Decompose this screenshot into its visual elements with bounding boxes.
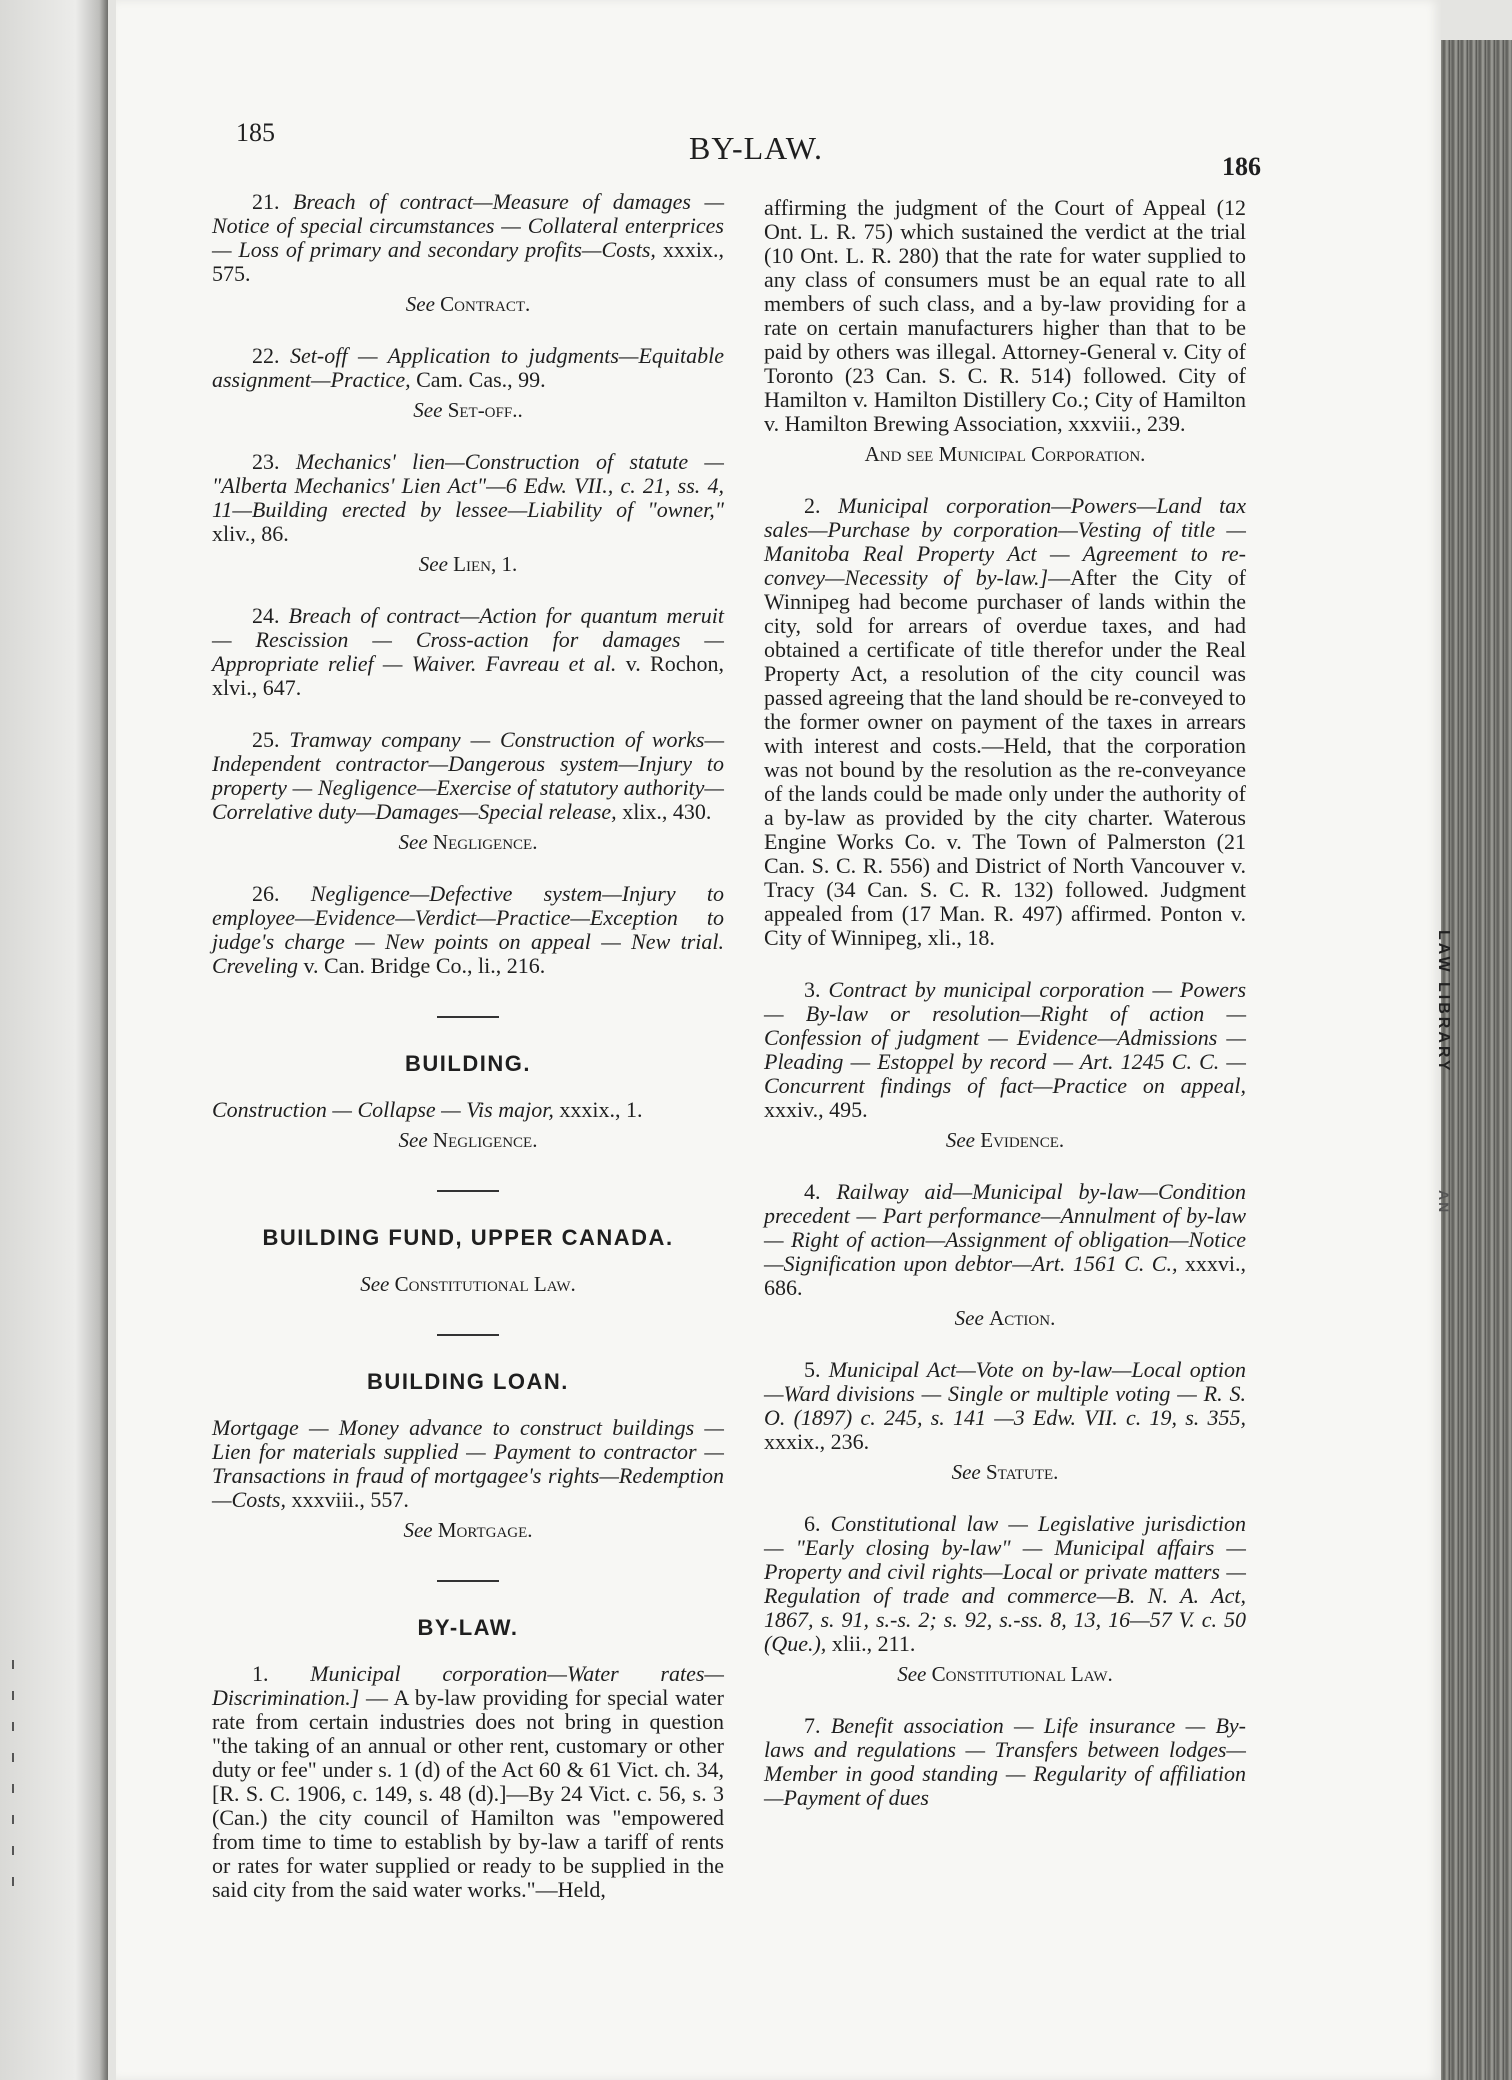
section-title-building: BUILDING. [405,1051,531,1076]
see-reference: See Lien, 1. [418,552,518,576]
margin-marks [10,1660,22,1960]
section-title-building-loan: BUILDING LOAN. [367,1369,569,1394]
see-reference: See Set-off.. [413,398,523,422]
digest-entry-25: 25. Tramway company — Construction of works—Independent contractor—Dangerous system—Injury to property — Negligence—Exercise of statutory authority—Correlative duty—Damages—Special release, xlix., 430. [212,727,725,824]
digest-entry-22: 22. Set-off — Application to judgments—Equitable assignment—Practice, Cam. Cas., 99. [212,343,725,392]
building-loan-entry: Mortgage — Money advance to construct buildings — Lien for materials supplied — Payment to contractor — Transactions in fraud of mortgagee's rights—Redemption—Costs, xxxviii., 557. [212,1415,724,1512]
section-title-bylaw: BY-LAW. [417,1615,519,1640]
digest-entry-bylaw-1: 1. Municipal corporation—Water rates—Discrimination.] — A by-law providing for special water rate from certain industries does not bring in question "the taking of an annual or other rent, customary or other duty or fee" under s. 1 (d) of the Act 60 & 61 Vict. ch. 34, [R. S. C. 1906, c. 149, s. 48 (d).]—By 24 Vict. c. 56, s. 3 (Can.) the city council of Hamilton was "empowered from time to time to establish by by-law a tariff of rents or rates for water supplied or ready to be supplied in the said city from the said water works."—Held, [212,1661,724,1902]
digest-entry-21: 21. Breach of contract—Measure of damages — Notice of special circumstances — Collateral enterprices — Loss of primary and secondary profits—Costs, xxxix., 575. [212,189,724,286]
digest-entry-23: 23. Mechanics' lien—Construction of statute — "Alberta Mechanics' Lien Act"—6 Edw. VII., c. 21, ss. 4, 11—Building erected by lessee—Liability of "owner," xliv., 86. [212,449,724,546]
see-reference: See Constitutional Law. [897,1662,1113,1686]
see-reference: See Statute. [951,1460,1059,1484]
facing-page-edge [0,0,108,2080]
spine-faint-text: AN [1436,1190,1452,1215]
right-column [764,196,1246,1810]
see-reference: See Mortgage. [403,1518,533,1542]
digest-entry-5: 5. Municipal Act—Vote on by-law—Local option—Ward divisions — Single or multiple voting — R. S. O. (1897) c. 245, s. 141 —3 Edw. VII. c. 19, s. 355, xxxix., 236. [764,1357,1246,1454]
see-reference: See Negligence. [398,830,538,854]
digest-entry-6: 6. Constitutional law — Legislative jurisdiction — "Early closing by-law" — Municipal affairs — Property and civil rights—Local or private matters — Regulation of trade and commerce—B. N. A. Act, 1867, s. 91, s.-s. 2; s. 92, s.-ss. 8, 13, 16—57 V. c. 50 (Que.), xlii., 211. [764,1511,1247,1656]
digest-entry-2: 2. Municipal corporation—Powers—Land tax sales—Purchase by corporation—Vesting of title — Manitoba Real Property Act — Agreement to re-convey—Necessity of by-law.]—After the City of Winnipeg had become purchaser of lands within the city, sold for arrears of overdue taxes, and had obtained a certificate of title therefor under the Real Property Act, a resolution of the city council was passed agreeing that the land should be re-conveyed to the former owner on payment of the taxes in arrears with interest and costs.—Held, that the corporation was not bound by the resolution as the re-conveyance of the lands could be made only under the authority of a by-law as provided by the city charter. Waterous Engine Works Co. v. The Town of Palmerston (21 Can. S. C. R. 556) and District of North Vancouver v. Tracy (34 Can. S. C. R. 132) followed. Judgment appealed from (17 Man. R. 497) affirmed. Ponton v. City of Winnipeg, xli., 18. [764,493,1246,950]
continued-entry: affirming the judgment of the Court of Appeal (12 Ont. L. R. 75) which sustained the verdict at the trial (10 Ont. L. R. 280) that the rate for water supplied to any class of consumers must be an equal rate to all members of such class, and a by-law providing for a rate on certain manufacturers higher than that to be paid by others was illegal. Attorney-General v. City of Toronto (23 Can. S. C. R. 514) followed. City of Hamilton v. Hamilton Distillery Co.; City of Hamilton v. Hamilton Brewing Association, xxxviii., 239. [764,195,1246,436]
see-reference: See Evidence. [945,1128,1065,1152]
see-reference: See Negligence. [398,1128,538,1152]
digest-entry-7: 7. Benefit association — Life insurance — By-laws and regulations — Transfers between lodges—Member in good standing — Regularity of affiliation—Payment of dues [764,1713,1247,1810]
section-divider [437,1190,499,1192]
see-reference: And see Municipal Corporation. [864,442,1146,466]
building-entry: Construction — Collapse — Vis major, xxxix., 1. [212,1097,643,1122]
left-column [212,190,724,1902]
spine-label: LAW LIBRARY [1435,930,1452,1074]
page-number-right: 186 [1222,152,1261,181]
digest-entry-3: 3. Contract by municipal corporation — Powers — By-law or resolution—Right of action — Confession of judgment — Evidence—Admissions — Pleading — Estoppel by record — Art. 1245 C. C. —Concurrent findings of fact—Practice on appeal, xxxiv., 495. [764,977,1247,1122]
page-number-left: 185 [236,118,275,147]
see-reference: See Contract. [405,292,531,316]
digest-entry-26: 26. Negligence—Defective system—Injury to employee—Evidence—Verdict—Practice—Exception to judge's charge — New points on appeal — New trial. Creveling v. Can. Bridge Co., li., 216. [212,881,724,978]
see-reference: See Action. [954,1306,1056,1330]
digest-entry-4: 4. Railway aid—Municipal by-law—Condition precedent — Part performance—Annulment of by-law — Right of action—Assignment of obligation—Notice—Signification upon debtor—Art. 1561 C. C., xxxvi., 686. [764,1179,1247,1300]
see-reference: See Constitutional Law. [360,1272,576,1296]
section-title-building-fund: BUILDING FUND, UPPER CANADA. [262,1225,674,1250]
digest-entry-24: 24. Breach of contract—Action for quantum meruit — Rescission — Cross-action for damages — Appropriate relief — Waiver. Favreau et al. v. Rochon, xlvi., 647. [212,603,724,700]
running-header: BY-LAW. [689,130,823,166]
section-divider [437,1334,499,1336]
section-divider [437,1016,499,1018]
section-divider [437,1580,499,1582]
